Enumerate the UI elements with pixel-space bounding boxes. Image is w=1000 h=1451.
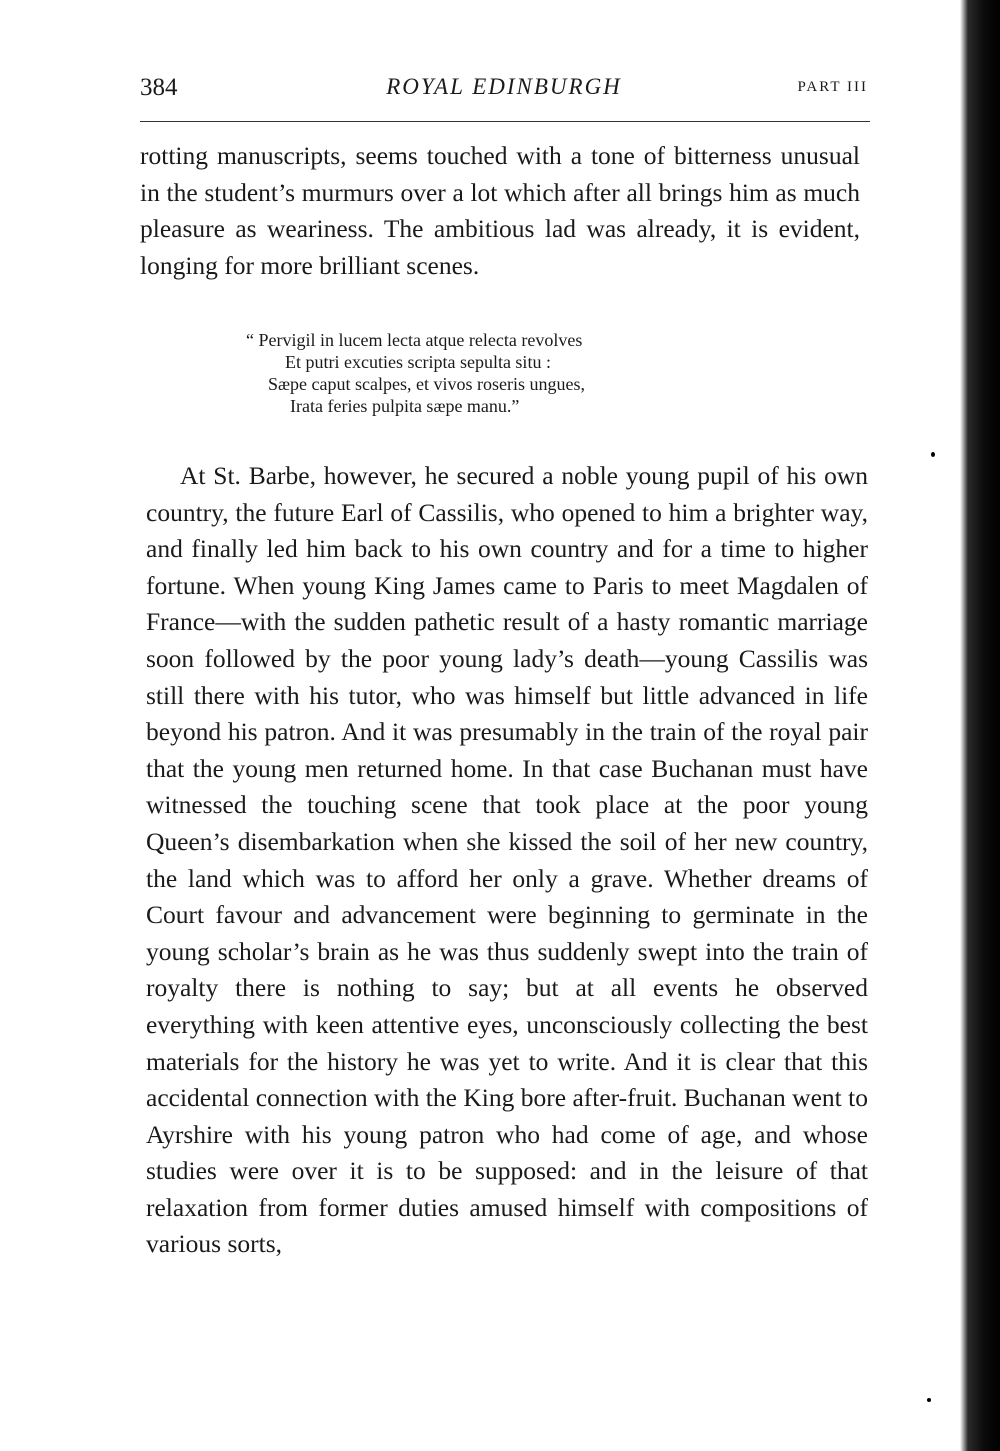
paragraph-st-barbe: At St. Barbe, however, he secured a noble young pupil of his own country, the future Earl of Cassilis, who opened to him a brighter way, and finally led him back to his own country and for a time to higher fortune. When young King James came to Paris to meet Magdalen of France—with the sudden pathetic result of a hasty romantic marriage soon followed by the poor young lady’s death—young Cassilis was still there with his tutor, who was himself but little advanced in life beyond his patron. And it was presumably in the train of the royal pair that the young men returned home. In that case Buchanan must have witnessed the touching scene that took place at the poor young Queen’s disembarkation when she kissed the soil of her new country, the land which was to afford her only a grave. Whether dreams of Court favour and advancement were beginning to germinate in the young scholar’s brain as he was thus suddenly swept into the train of royalty there is nothing to say; but at all events he observed everything with keen attentive eyes, unconsciously collecting the best materials for the history he was yet to write. And it is clear that this accidental connection with the King bore after-fruit. Buchanan went to Ayrshire with his young patron who had come of age, and whose studies were over it is to be supposed: and in the leisure of that relaxation from former duties amused himself with compositions of various sorts, bbox=[146, 461, 868, 1259]
running-title: ROYAL EDINBURGH bbox=[386, 74, 622, 99]
paragraph-continued: rotting manuscripts, seems touched with a tone of bitterness unusual in the student’s murmurs over a lot which after all brings him as much pleasure as weariness. The ambitious lad was already, it is evident, longing for more brilliant scenes. bbox=[140, 141, 860, 280]
page-number: 384 bbox=[140, 74, 178, 101]
header-rule bbox=[140, 121, 870, 122]
edge-speck bbox=[931, 452, 935, 457]
edge-speck bbox=[927, 1398, 931, 1402]
latin-quotation bbox=[200, 329, 780, 417]
quotation-line: “ Pervigil in lucem lecta atque relecta revolves bbox=[246, 330, 583, 350]
part-label: PART III bbox=[797, 79, 868, 95]
quotation-line: Et putri excuties scripta sepulta situ : bbox=[285, 352, 551, 372]
quotation-line: Irata feries pulpita sæpe manu.” bbox=[290, 396, 520, 416]
quotation-line: Sæpe caput scalpes, et vivos roseris ungues, bbox=[268, 374, 585, 394]
scanned-page-edge bbox=[954, 0, 1000, 1451]
running-head bbox=[140, 74, 868, 108]
